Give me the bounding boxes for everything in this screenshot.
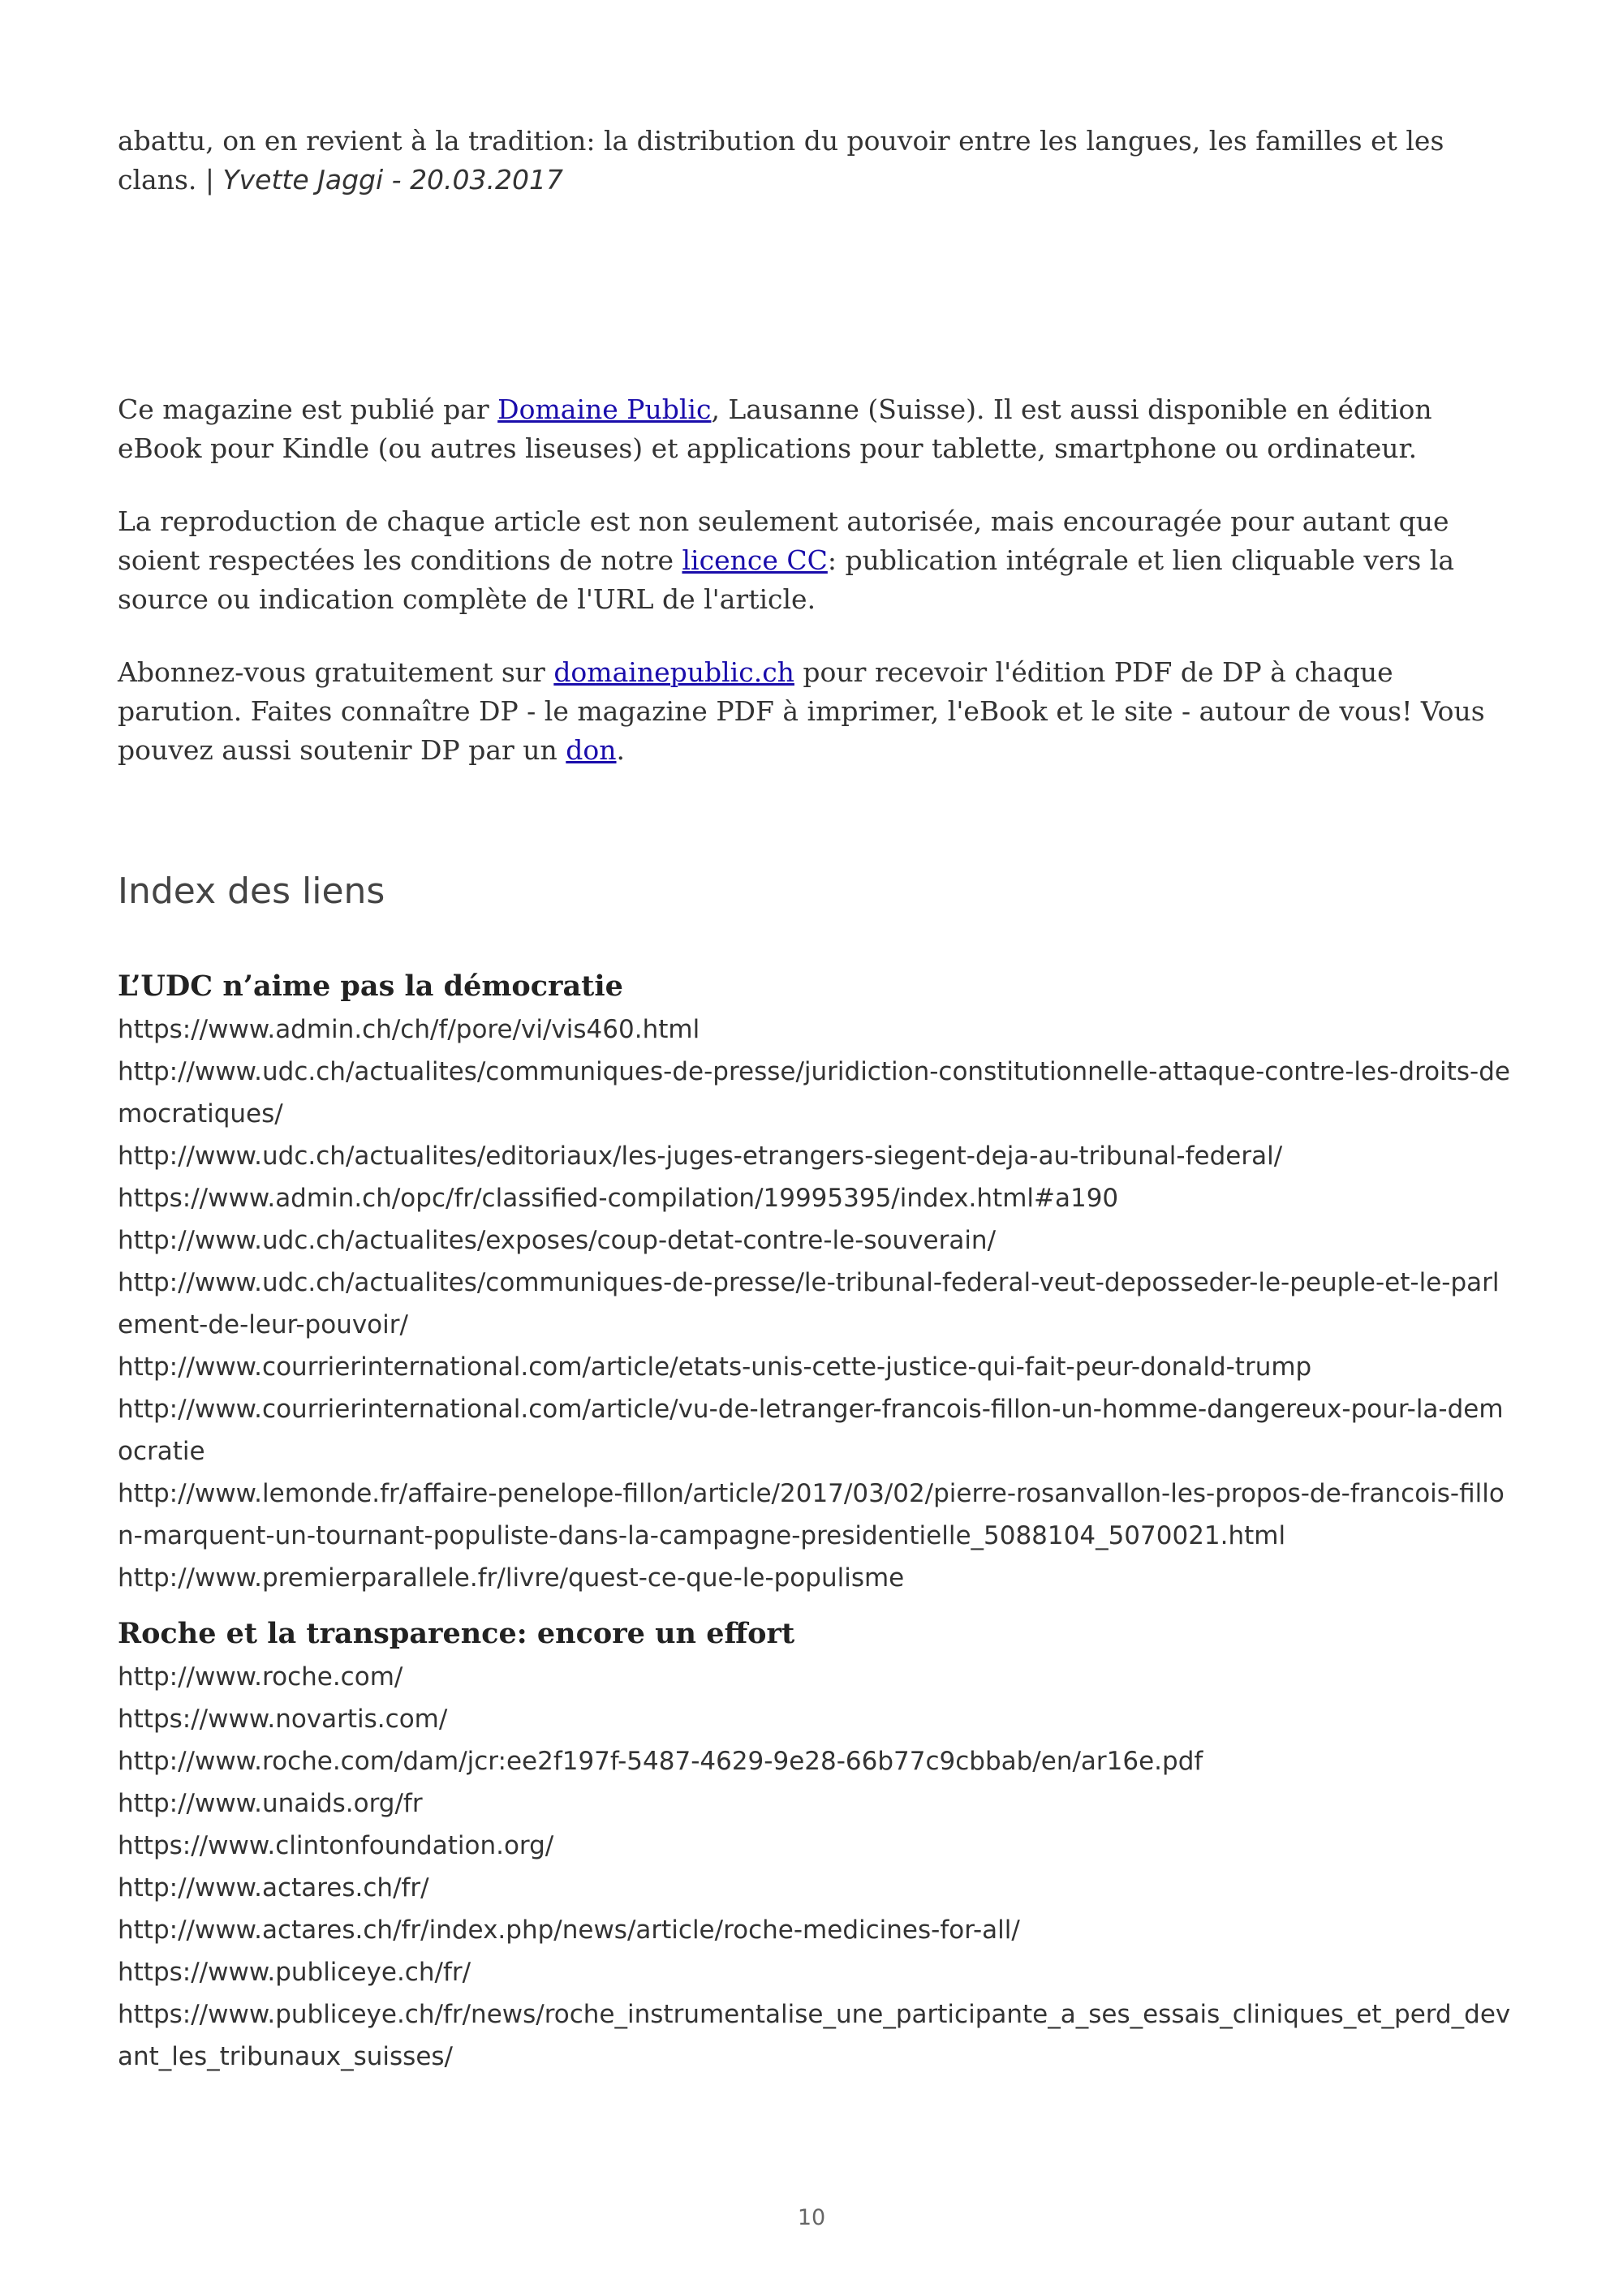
url-list-item[interactable]: http://www.udc.ch/actualites/communiques-de-presse/le-tribunal-federal-veut-deposseder-le-peuple-et-le-parlement-de-leur-pouvoir/ [118,1268,1500,1339]
article-ending-paragraph [118,122,1513,200]
link-group-title: Roche et la transparence: encore un effort [118,1617,795,1650]
domaine-public-link[interactable]: Domaine Public [497,393,712,425]
licence-cc-link[interactable]: licence CC [682,544,828,576]
url-list-item[interactable]: http://www.courrierinternational.com/article/etats-unis-cette-justice-qui-fait-peur-donald-trump [118,1352,1312,1382]
donation-link[interactable]: don [566,734,617,766]
publisher-text-after: , Lausanne (Suisse). Il est aussi disponible en édition eBook pour Kindle (ou autres liseuses) et applications pour tablette, smartphone ou ordinateur. [118,393,1432,464]
url-list [118,1656,1513,2078]
domainepublic-link[interactable]: domainepublic.ch [553,656,794,688]
license-text-after: : publication intégrale et lien cliquable vers la source ou indication complète de l'URL de l'article. [118,544,1455,615]
url-list [118,1008,1513,1599]
url-list-item[interactable]: http://www.actares.ch/fr/index.php/news/article/roche-medicines-for-all/ [118,1915,1020,1945]
license-paragraph [118,502,1513,619]
link-index-heading: Index des liens [118,871,385,912]
license-text: La reproduction de chaque article est non seulement autorisée, mais encouragée pour autant que soient respectées les conditions de notre [118,505,1449,576]
url-list-item[interactable]: http://www.courrierinternational.com/article/vu-de-letranger-francois-fillon-un-homme-dangereux-pour-la-democratie [118,1395,1504,1466]
publisher-info [118,390,1513,770]
link-index-groups [118,965,1513,2078]
url-list-item[interactable]: http://www.actares.ch/fr/ [118,1873,429,1903]
url-list-item[interactable]: http://www.unaids.org/fr [118,1789,423,1818]
url-list-item[interactable]: http://www.lemonde.fr/affaire-penelope-fillon/article/2017/03/02/pierre-rosanvallon-les-propos-de-francois-fillon-marquent-un-tournant-populiste-dans-la-campagne-presidentielle_5088104_5070021.html [118,1479,1505,1550]
subscribe-text: Abonnez-vous gratuitement sur [118,656,554,688]
link-group [118,965,1513,1599]
url-list-item[interactable]: https://www.clintonfoundation.org/ [118,1831,554,1860]
url-list-item[interactable]: https://www.admin.ch/opc/fr/classified-compilation/19995395/index.html#a190 [118,1184,1119,1213]
url-list-item[interactable]: http://www.udc.ch/actualites/exposes/coup-detat-contre-le-souverain/ [118,1226,997,1255]
url-list-item[interactable]: http://www.premierparallele.fr/livre/quest-ce-que-le-populisme [118,1563,905,1593]
subscribe-text-after: . [616,734,626,766]
article-byline: Yvette Jaggi - 20.03.2017 [222,164,564,196]
url-list-item[interactable]: https://www.publiceye.ch/fr/ [118,1958,471,1987]
url-list-item[interactable]: https://www.novartis.com/ [118,1705,448,1734]
subscribe-text-middle: pour recevoir l'édition PDF de DP à chaque parution. Faites connaître DP - le magazine PDF à imprimer, l'eBook et le site - autour de vous! Vous pouvez aussi soutenir DP par un [118,656,1485,766]
document-page [118,122,1513,2078]
url-list-item[interactable]: https://www.admin.ch/ch/f/pore/vi/vis460.html [118,1015,700,1044]
link-group [118,1612,1513,2078]
link-group-title: L’UDC n’aime pas la démocratie [118,970,623,1003]
url-list-item[interactable]: http://www.udc.ch/actualites/communiques-de-presse/juridiction-constitutionnelle-attaque-contre-les-droits-democratiques/ [118,1057,1510,1129]
publisher-paragraph [118,390,1513,468]
publisher-text: Ce magazine est publié par [118,393,498,425]
article-ending-text: abattu, on en revient à la tradition: la distribution du pouvoir entre les langues, les familles et les clans. | [118,125,1444,196]
url-list-item[interactable]: https://www.publiceye.ch/fr/news/roche_instrumentalise_une_participante_a_ses_essais_cliniques_et_perd_devant_les_tribunaux_suisses/ [118,2000,1511,2071]
url-list-item[interactable]: http://www.roche.com/dam/jcr:ee2f197f-5487-4629-9e28-66b77c9cbbab/en/ar16e.pdf [118,1747,1203,1776]
url-list-item[interactable]: http://www.udc.ch/actualites/editoriaux/les-juges-etrangers-siegent-deja-au-tribunal-federal/ [118,1142,1283,1171]
subscribe-paragraph [118,653,1513,770]
page-number: 10 [797,2205,826,2230]
url-list-item[interactable]: http://www.roche.com/ [118,1662,403,1692]
